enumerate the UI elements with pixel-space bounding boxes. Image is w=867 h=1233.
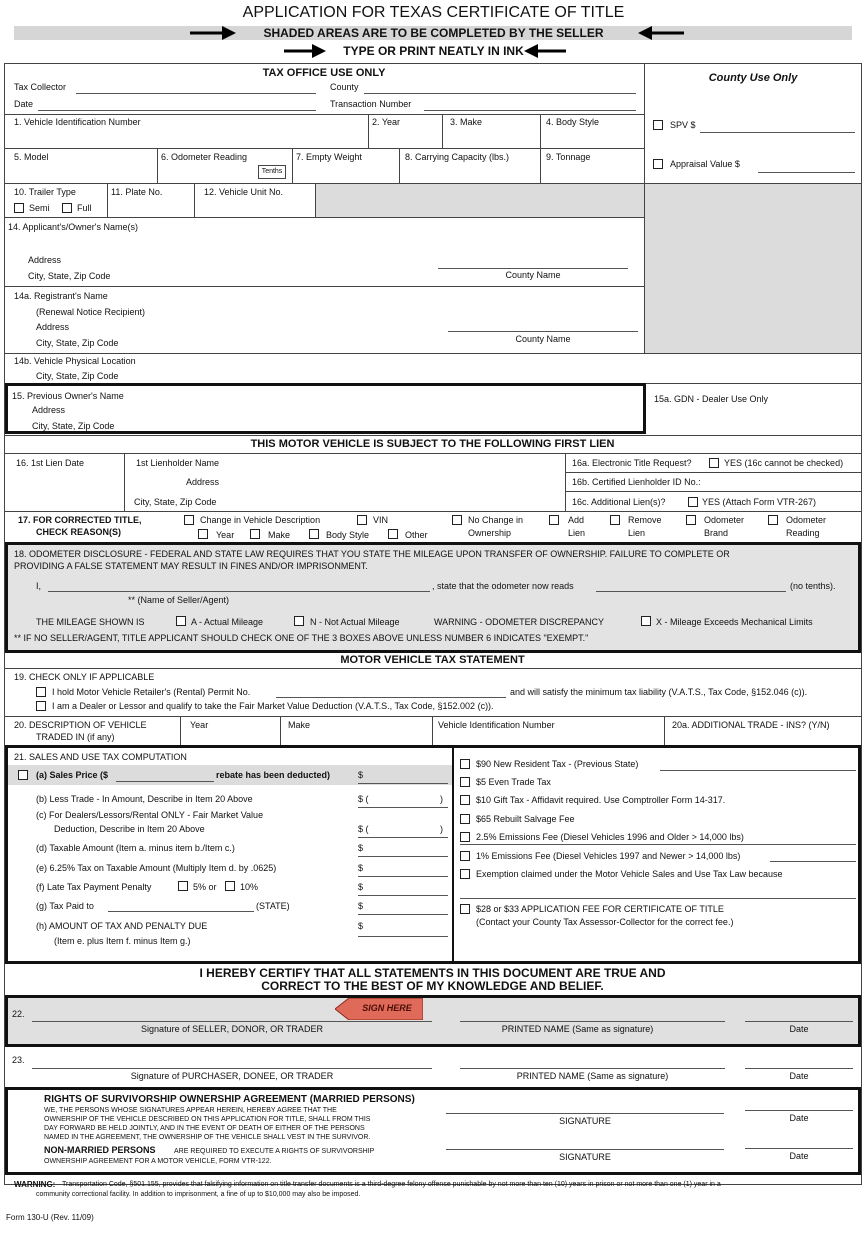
model-label: 5. Model <box>14 152 49 162</box>
unit-label: 12. Vehicle Unit No. <box>204 187 284 197</box>
not-actual-checkbox[interactable] <box>294 616 304 626</box>
gift-tax-checkbox[interactable] <box>460 795 470 805</box>
county-use-heading: County Use Only <box>708 72 798 84</box>
emissions-25-label: 2.5% Emissions Fee (Diesel Vehicles 1996 and Older > 14,000 lbs) <box>476 832 744 842</box>
full-label: Full <box>77 203 92 213</box>
new-resident-label: $90 New Resident Tax - (Previous State) <box>476 759 639 769</box>
taxable-amount-label: (d) Taxable Amount (Item a. minus item b./Item c.) <box>36 843 235 853</box>
tax-paid-state-field[interactable] <box>108 911 254 912</box>
divider <box>107 183 108 217</box>
sales-tax-heading: 21. SALES AND USE TAX COMPUTATION <box>14 752 187 762</box>
tax-paid-state-label: (STATE) <box>256 901 290 911</box>
year-checkbox[interactable] <box>198 529 208 539</box>
trailer-type-label: 10. Trailer Type <box>14 187 76 197</box>
purchaser-date-field[interactable] <box>745 1068 853 1069</box>
divider <box>399 148 400 183</box>
amount-due-field[interactable] <box>358 936 448 937</box>
emissions-25-checkbox[interactable] <box>460 832 470 842</box>
previous-csz-label: City, State, Zip Code <box>32 421 115 431</box>
full-checkbox[interactable] <box>62 203 72 213</box>
divider <box>4 668 861 669</box>
body-checkbox[interactable] <box>309 529 319 539</box>
trade-desc-label: 20. DESCRIPTION OF VEHICLE <box>14 720 147 730</box>
purchaser-date-label: Date <box>789 1071 809 1081</box>
divider <box>4 453 861 454</box>
physical-csz-label: City, State, Zip Code <box>36 371 119 381</box>
trade-vin-label: Vehicle Identification Number <box>438 720 555 730</box>
body-style-label: 4. Body Style <box>546 117 600 127</box>
divider <box>565 472 861 473</box>
form-title: APPLICATION FOR TEXAS CERTIFICATE OF TITLE <box>242 4 625 21</box>
divider <box>432 716 433 745</box>
fmv-field[interactable] <box>358 837 448 838</box>
physical-location-label: 14b. Vehicle Physical Location <box>14 356 136 366</box>
sales-price-checkbox[interactable] <box>18 770 28 780</box>
other-checkbox[interactable] <box>388 529 398 539</box>
odometer-disclosure-line2: PROVIDING A FALSE STATEMENT MAY RESULT IN FINES AND/OR IMPRISONMENT. <box>14 561 368 571</box>
divider <box>442 114 443 148</box>
warning-text-2: community correctional facility. In addition to imprisonment, a fine of up to $10,000 may also be imposed. <box>36 1191 361 1198</box>
tax-office-heading: TAX OFFICE USE ONLY <box>262 67 386 79</box>
seller-number: 22. <box>12 1009 25 1019</box>
survivor-signature-label-1: SIGNATURE <box>559 1116 611 1126</box>
permit-number-field[interactable] <box>276 697 506 698</box>
appraisal-checkbox[interactable] <box>653 159 663 169</box>
odometer-label: 6. Odometer Reading <box>161 152 248 162</box>
permit-checkbox[interactable] <box>36 687 46 697</box>
vin-label: 1. Vehicle Identification Number <box>14 117 141 127</box>
seller-signature-label: Signature of SELLER, DONOR, OR TRADER <box>141 1024 323 1034</box>
seller-date-field[interactable] <box>745 1021 853 1022</box>
plate-label: 11. Plate No. <box>111 187 163 197</box>
odometer-brand-label-2: Brand <box>704 528 729 538</box>
divider <box>565 453 566 511</box>
rebuilt-salvage-label: $65 Rebuilt Salvage Fee <box>476 814 575 824</box>
survivorship-text-2: OWNERSHIP OF THE VEHICLE DESCRIBED ON THIS APPLICATION FOR TITLE, SHALL FROM THIS <box>44 1116 371 1123</box>
county-field[interactable] <box>364 93 636 94</box>
late-penalty-dollar: $ <box>358 882 364 892</box>
penalty-10-checkbox[interactable] <box>225 881 235 891</box>
exceeds-limits-label: X - Mileage Exceeds Mechanical Limits <box>656 617 813 627</box>
no-change-checkbox[interactable] <box>452 515 462 525</box>
transaction-number-label: Transaction Number <box>330 99 412 109</box>
seller-name-field[interactable] <box>48 591 430 592</box>
right-arrow-icon <box>282 44 328 58</box>
divider <box>180 716 181 745</box>
tenths-box[interactable]: Tenths <box>258 165 286 179</box>
taxable-amount-dollar: $ <box>358 843 364 853</box>
less-trade-label: (b) Less Trade - In Amount, Describe in Item 20 Above <box>36 794 253 804</box>
certified-id-label: 16b. Certified Lienholder ID No.: <box>572 477 701 487</box>
less-trade-close: ) <box>440 794 443 804</box>
divider <box>4 148 644 149</box>
previous-owner-label: 15. Previous Owner's Name <box>12 391 124 401</box>
tax-paid-label: (g) Tax Paid to <box>36 901 94 911</box>
change-desc-label: Change in Vehicle Description <box>200 515 321 525</box>
purchaser-printed-label: PRINTED NAME (Same as signature) <box>516 1071 669 1081</box>
spv-label: SPV $ <box>670 120 696 130</box>
divider <box>124 453 125 511</box>
actual-mileage-label: A - Actual Mileage <box>191 617 264 627</box>
date-label: Date <box>14 99 34 109</box>
divider <box>315 183 316 217</box>
divider <box>770 861 856 862</box>
semi-checkbox[interactable] <box>14 203 24 213</box>
actual-mileage-checkbox[interactable] <box>176 616 186 626</box>
amount-due-label: (h) AMOUNT OF TAX AND PENALTY DUE <box>36 921 208 931</box>
fmv-dollar: $ ( <box>358 824 369 834</box>
exceeds-limits-checkbox[interactable] <box>641 616 651 626</box>
no-change-label: No Change in <box>468 515 524 525</box>
registrant-address-label: Address <box>36 322 70 332</box>
purchaser-signature-field[interactable] <box>32 1068 432 1069</box>
divider <box>4 114 644 115</box>
trade-year-label: Year <box>190 720 209 730</box>
divider <box>664 716 665 745</box>
non-married-label: NON-MARRIED PERSONS <box>44 1145 156 1155</box>
year-label: 2. Year <box>372 117 401 127</box>
county-name-label: County Name <box>505 270 561 280</box>
application-fee-note: (Contact your County Tax Assessor-Collector for the correct fee.) <box>476 917 734 927</box>
certify-line2: CORRECT TO THE BEST OF MY KNOWLEDGE AND BELIEF. <box>261 979 604 993</box>
additional-trade-label: 20a. ADDITIONAL TRADE - INS? (Y/N) <box>672 720 830 730</box>
rebate-amount-field[interactable] <box>116 781 214 782</box>
tax-paid-field[interactable] <box>358 914 448 915</box>
lien-heading: THIS MOTOR VEHICLE IS SUBJECT TO THE FOLLOWING FIRST LIEN <box>250 438 615 450</box>
permit-label: I hold Motor Vehicle Retailer's (Rental) Permit No. <box>52 687 251 697</box>
make-reason-label: Make <box>268 530 291 540</box>
add-lien-label-2: Lien <box>568 528 586 538</box>
body-reason-label: Body Style <box>326 530 370 540</box>
tax-heading: MOTOR VEHICLE TAX STATEMENT <box>340 654 525 666</box>
spv-field[interactable] <box>700 132 855 133</box>
corrected-reason-label: CHECK REASON(S) <box>36 527 122 537</box>
previous-state-field[interactable] <box>660 770 856 771</box>
survivorship-heading: RIGHTS OF SURVIVORSHIP OWNERSHIP AGREEMENT (MARRIED PERSONS) <box>44 1094 415 1105</box>
divider <box>280 716 281 745</box>
tax-on-taxable-label: (e) 6.25% Tax on Taxable Amount (Multiply Item d. by .0625) <box>36 863 277 873</box>
non-married-text: ARE REQUIRED TO EXECUTE A RIGHTS OF SURVIVORSHIP <box>174 1148 375 1155</box>
additional-yes-checkbox[interactable] <box>688 497 698 507</box>
electronic-yes-checkbox[interactable] <box>709 458 719 468</box>
spv-checkbox[interactable] <box>653 120 663 130</box>
odometer-reading-checkbox[interactable] <box>768 515 778 525</box>
seller-date-label: Date <box>789 1024 809 1034</box>
penalty-5-label: 5% or <box>193 882 217 892</box>
sales-price-field[interactable] <box>358 783 448 784</box>
odometer-i-label: I, <box>36 581 42 591</box>
even-trade-checkbox[interactable] <box>460 777 470 787</box>
divider <box>194 183 195 217</box>
header-subtitle-seller: SHADED AREAS ARE TO BE COMPLETED BY THE SELLER <box>263 26 604 40</box>
exemption-checkbox[interactable] <box>460 869 470 879</box>
appraisal-label: Appraisal Value $ <box>670 159 740 169</box>
additional-lien-label: 16c. Additional Lien(s)? <box>572 497 666 507</box>
make-checkbox[interactable] <box>250 529 260 539</box>
rebuilt-salvage-checkbox[interactable] <box>460 814 470 824</box>
divider <box>157 148 158 183</box>
vin-checkbox[interactable] <box>357 515 367 525</box>
electronic-title-label: 16a. Electronic Title Request? <box>572 458 692 468</box>
less-trade-dollar: $ ( <box>358 794 369 804</box>
divider <box>565 491 861 492</box>
header-subtitle-ink: TYPE OR PRINT NEATLY IN INK <box>343 44 524 58</box>
seller-name-note: ** (Name of Seller/Agent) <box>128 595 230 605</box>
amount-due-label-2: (Item e. plus Item f. minus Item g.) <box>54 936 191 946</box>
permit-end-label: and will satisfy the minimum tax liability (V.A.T.S., Tax Code, §152.046 (c)). <box>510 687 808 697</box>
semi-label: Semi <box>29 203 50 213</box>
transaction-number-field[interactable] <box>424 110 636 111</box>
penalty-5-checkbox[interactable] <box>178 881 188 891</box>
sales-price-dollar: $ <box>358 770 364 780</box>
odometer-reading-label: Odometer <box>786 515 827 525</box>
empty-weight-label: 7. Empty Weight <box>296 152 362 162</box>
odometer-reading-field[interactable] <box>596 591 786 592</box>
divider <box>4 435 861 436</box>
warning-label: WARNING: <box>14 1180 56 1189</box>
divider <box>540 114 541 183</box>
gift-tax-label: $10 Gift Tax - Affidavit required. Use Comptroller Form 14-317. <box>476 795 726 805</box>
even-trade-label: $5 Even Trade Tax <box>476 777 551 787</box>
late-penalty-field[interactable] <box>358 895 448 896</box>
trade-make-label: Make <box>288 720 311 730</box>
odometer-reading-label-2: Reading <box>786 528 820 538</box>
applicant-address-label: Address <box>28 255 62 265</box>
divider <box>460 844 856 845</box>
odometer-footnote: ** IF NO SELLER/AGENT, TITLE APPLICANT SHOULD CHECK ONE OF THE 3 BOXES ABOVE UNLESS NUMBER 6 INDICATES "EXEMPT." <box>14 633 589 643</box>
survivor-signature-field-1[interactable] <box>446 1113 724 1114</box>
corrected-title-label: 17. FOR CORRECTED TITLE, <box>18 515 142 525</box>
survivor-date-label-2: Date <box>789 1151 809 1161</box>
registrant-label: 14a. Registrant's Name <box>14 291 108 301</box>
application-fee-checkbox[interactable] <box>460 904 470 914</box>
divider <box>452 748 454 961</box>
tax-collector-label: Tax Collector <box>14 82 67 92</box>
divider <box>4 511 861 512</box>
previous-address-label: Address <box>32 405 66 415</box>
registrant-csz-label: City, State, Zip Code <box>36 338 119 348</box>
survivorship-text-4: NAMED IN THE AGREEMENT, THE OWNERSHIP OF THE VEHICLE SHALL VEST IN THE SURVIVOR. <box>44 1134 371 1141</box>
trade-desc-label-2: TRADED IN (if any) <box>36 732 115 742</box>
warning-text-1: Transportation Code, §501.155, provides that falsifying information on title transfer documents is a third-degree felony offense punishable by not more than ten (10) years in prison or not more than one (1) year in a <box>62 1181 721 1188</box>
tax-on-taxable-dollar: $ <box>358 863 364 873</box>
lien-address-label: Address <box>186 477 220 487</box>
amount-due-dollar: $ <box>358 921 364 931</box>
survivorship-text-1: WE, THE PERSONS WHOSE SIGNATURES APPEAR HEREIN, HEREBY AGREE THAT THE <box>44 1107 337 1114</box>
survivor-date-field-1[interactable] <box>745 1110 853 1111</box>
survivor-signature-label-2: SIGNATURE <box>559 1152 611 1162</box>
purchaser-signature-label: Signature of PURCHASER, DONEE, OR TRADER <box>130 1071 334 1081</box>
divider <box>292 148 293 183</box>
seller-printed-label: PRINTED NAME (Same as signature) <box>501 1024 654 1034</box>
county-label: County <box>330 82 359 92</box>
new-resident-checkbox[interactable] <box>460 759 470 769</box>
left-arrow-icon <box>522 44 568 58</box>
divider <box>4 286 644 287</box>
dealer-checkbox[interactable] <box>36 701 46 711</box>
survivorship-text-3: DAY FORWARD BE HELD JOINTLY, AND IN THE EVENT OF DEATH OF EITHER OF THE PERSONS <box>44 1125 365 1132</box>
exemption-label: Exemption claimed under the Motor Vehicle Sales and Use Tax Law because <box>476 869 783 879</box>
registrant-county-field[interactable] <box>448 331 638 332</box>
remove-lien-label-2: Lien <box>628 528 646 538</box>
tonnage-label: 9. Tonnage <box>546 152 591 162</box>
emissions-1-checkbox[interactable] <box>460 851 470 861</box>
late-penalty-label: (f) Late Tax Payment Penalty <box>36 882 152 892</box>
dealer-label: I am a Dealer or Lessor and qualify to take the Fair Market Value Deduction (V.A.T.S., Tax Code, §152.002 (c)). <box>52 701 494 711</box>
sales-price-label: (a) Sales Price ($ <box>36 770 109 780</box>
check-applicable-label: 19. CHECK ONLY IF APPLICABLE <box>14 672 155 682</box>
odometer-disclosure-line1: 18. ODOMETER DISCLOSURE - FEDERAL AND STATE LAW REQUIRES THAT YOU STATE THE MILEAGE UPON TRANSFER OF OWNERSHIP. FAILURE TO COMPLETE OR <box>14 549 730 559</box>
not-actual-label: N - Not Actual Mileage <box>310 617 400 627</box>
no-change-label-2: Ownership <box>468 528 512 538</box>
rebate-label: rebate has been deducted) <box>216 770 331 780</box>
divider <box>4 217 644 218</box>
applicant-label: 14. Applicant's/Owner's Name(s) <box>8 222 138 232</box>
purchaser-number: 23. <box>12 1055 25 1065</box>
other-reason-label: Other <box>405 530 428 540</box>
county-shaded-area <box>645 183 861 353</box>
applicant-csz-label: City, State, Zip Code <box>28 271 111 281</box>
fmv-close: ) <box>440 824 443 834</box>
survivor-date-field-2[interactable] <box>745 1148 853 1149</box>
penalty-10-label: 10% <box>240 882 259 892</box>
state-reads-label: , state that the odometer now reads <box>432 581 574 591</box>
add-lien-checkbox[interactable] <box>549 515 559 525</box>
exemption-reason-field[interactable] <box>460 898 856 899</box>
date-field[interactable] <box>38 110 316 111</box>
add-lien-label: Add <box>568 515 585 525</box>
taxable-amount-field[interactable] <box>358 856 448 857</box>
left-arrow-icon <box>636 26 686 40</box>
survivor-signature-field-2[interactable] <box>446 1149 724 1150</box>
form-number: Form 130-U (Rev. 11/09) <box>6 1213 94 1222</box>
vin-reason-label: VIN <box>373 515 389 525</box>
certify-line1: I HEREBY CERTIFY THAT ALL STATEMENTS IN THIS DOCUMENT ARE TRUE AND <box>199 966 666 980</box>
seller-signature-field[interactable] <box>32 1021 432 1022</box>
fmv-label: (c) For Dealers/Lessors/Rental ONLY - Fair Market Value <box>36 810 264 820</box>
divider <box>4 353 861 354</box>
shaded-area-row10 <box>315 183 644 217</box>
no-tenths-label: (no tenths). <box>790 581 836 591</box>
tax-collector-field[interactable] <box>76 93 316 94</box>
change-desc-checkbox[interactable] <box>184 515 194 525</box>
additional-yes-label: YES (Attach Form VTR-267) <box>702 497 817 507</box>
county-name-field[interactable] <box>438 268 628 269</box>
odometer-brand-checkbox[interactable] <box>686 515 696 525</box>
divider <box>368 114 369 148</box>
warning-discrepancy-label: WARNING - ODOMETER DISCREPANCY <box>434 617 605 627</box>
electronic-yes-label: YES (16c cannot be checked) <box>724 458 844 468</box>
fmv-label-2: Deduction, Describe in Item 20 Above <box>54 824 205 834</box>
lien-date-label: 16. 1st Lien Date <box>16 458 85 468</box>
divider <box>4 183 861 184</box>
lien-csz-label: City, State, Zip Code <box>134 497 217 507</box>
sign-here-label: SIGN HERE <box>362 1003 412 1013</box>
application-fee-label: $28 or $33 APPLICATION FEE FOR CERTIFICATE OF TITLE <box>476 904 724 914</box>
survivor-date-label-1: Date <box>789 1113 809 1123</box>
seller-printed-name-field[interactable] <box>460 1021 725 1022</box>
purchaser-printed-name-field[interactable] <box>460 1068 725 1069</box>
remove-lien-label: Remove <box>628 515 662 525</box>
odometer-brand-label: Odometer <box>704 515 745 525</box>
tax-on-taxable-field[interactable] <box>358 876 448 877</box>
mileage-shown-label: THE MILEAGE SHOWN IS <box>36 617 145 627</box>
less-trade-field[interactable] <box>358 807 448 808</box>
registrant-county-label: County Name <box>515 334 571 344</box>
gdn-label: 15a. GDN - Dealer Use Only <box>654 394 769 404</box>
right-arrow-icon <box>188 26 238 40</box>
emissions-1-label: 1% Emissions Fee (Diesel Vehicles 1997 and Newer > 14,000 lbs) <box>476 851 741 861</box>
make-label: 3. Make <box>450 117 483 127</box>
remove-lien-checkbox[interactable] <box>610 515 620 525</box>
lienholder-label: 1st Lienholder Name <box>136 458 220 468</box>
renewal-label: (Renewal Notice Recipient) <box>36 307 146 317</box>
tax-paid-dollar: $ <box>358 901 364 911</box>
capacity-label: 8. Carrying Capacity (lbs.) <box>405 152 510 162</box>
appraisal-field[interactable] <box>758 172 855 173</box>
non-married-text-2: OWNERSHIP AGREEMENT FOR A MOTOR VEHICLE, FORM VTR-122. <box>44 1158 272 1165</box>
year-reason-label: Year <box>216 530 235 540</box>
